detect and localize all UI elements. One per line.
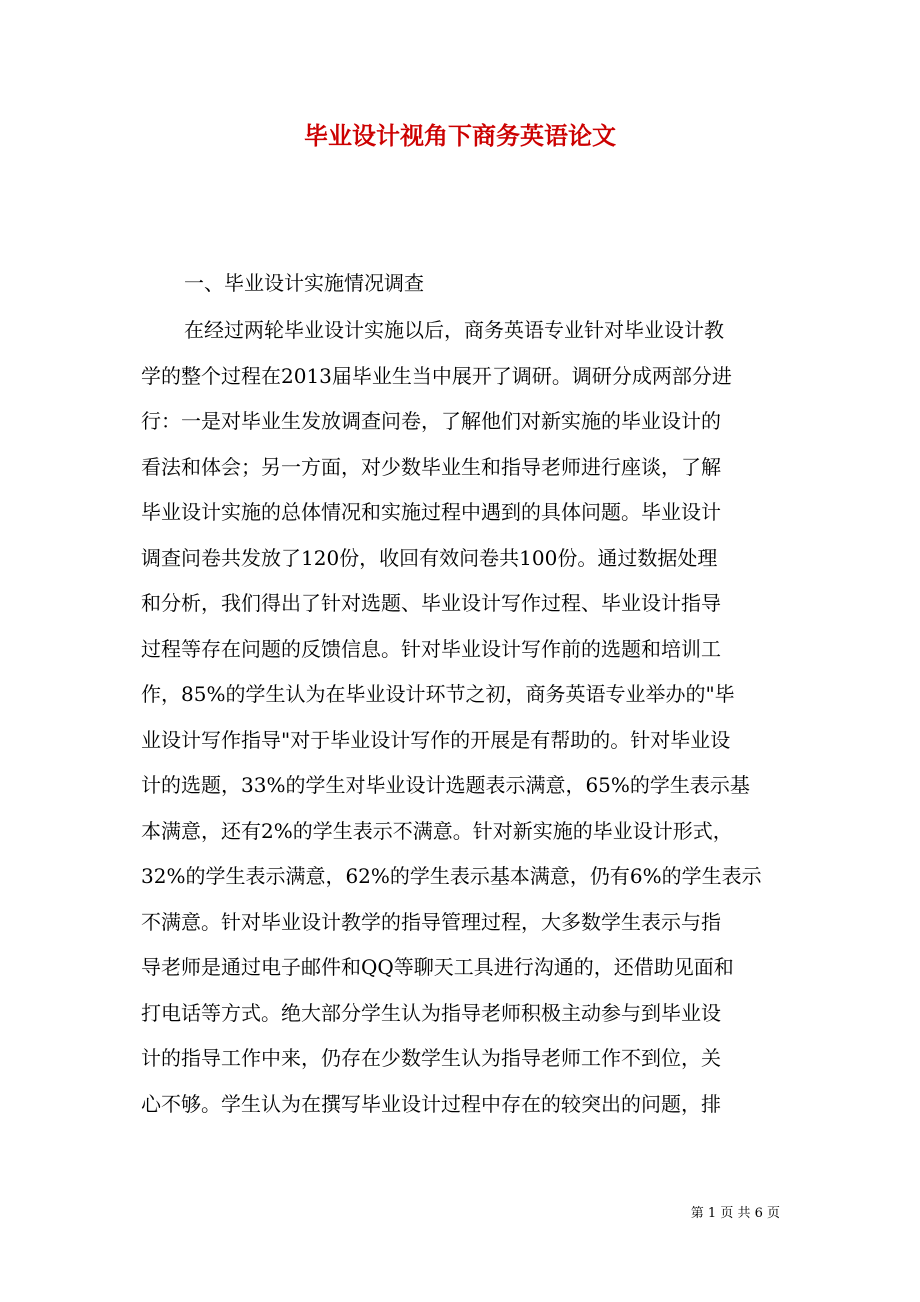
body-line: 心不够。学生认为在撰写毕业设计过程中存在的较突出的问题，排 bbox=[141, 1091, 721, 1116]
section-heading: 一、毕业设计实施情况调查 bbox=[184, 271, 424, 295]
body-line: 和分析，我们得出了针对选题、毕业设计写作过程、毕业设计指导 bbox=[141, 591, 721, 615]
body-line: 过程等存在问题的反馈信息。针对毕业设计写作前的选题和培训工 bbox=[141, 636, 721, 661]
body-line: 看法和体会；另一方面，对少数毕业生和指导老师进行座谈，了解 bbox=[141, 454, 721, 479]
document-title: 毕业设计视角下商务英语论文 bbox=[304, 121, 616, 150]
body-line: 作，85%的学生认为在毕业设计环节之初，商务英语专业举办的"毕 bbox=[141, 682, 735, 706]
body-text bbox=[141, 311, 781, 1130]
body-line: 32%的学生表示满意，62%的学生表示基本满意，仍有6%的学生表示 bbox=[141, 864, 762, 888]
body-line: 在经过两轮毕业设计实施以后，商务英语专业针对毕业设计教 bbox=[184, 318, 724, 342]
body-line: 计的选题，33%的学生对毕业设计选题表示满意，65%的学生表示基 bbox=[141, 773, 750, 797]
page-number-footer: 第 1 页 共 6 页 bbox=[690, 1206, 780, 1221]
body-line: 毕业设计实施的总体情况和实施过程中遇到的具体问题。毕业设计 bbox=[141, 500, 721, 524]
body-line: 导老师是通过电子邮件和QQ等聊天工具进行沟通的，还借助见面和 bbox=[141, 955, 734, 979]
body-line: 学的整个过程在2013届毕业生当中展开了调研。调研分成两部分进 bbox=[141, 363, 732, 388]
body-line: 调查问卷共发放了120份，收回有效问卷共100份。通过数据处理 bbox=[141, 545, 718, 570]
body-line: 计的指导工作中来，仍存在少数学生认为指导老师工作不到位，关 bbox=[141, 1046, 721, 1070]
body-line: 打电话等方式。绝大部分学生认为指导老师积极主动参与到毕业设 bbox=[141, 1000, 721, 1025]
body-line: 行：一是对毕业生发放调查问卷，了解他们对新实施的毕业设计的 bbox=[141, 409, 721, 433]
body-line: 不满意。针对毕业设计教学的指导管理过程，大多数学生表示与指 bbox=[141, 909, 721, 934]
body-line: 业设计写作指导"对于毕业设计写作的开展是有帮助的。针对毕业设 bbox=[141, 727, 731, 752]
body-line: 本满意，还有2%的学生表示不满意。针对新实施的毕业设计形式， bbox=[141, 818, 733, 843]
